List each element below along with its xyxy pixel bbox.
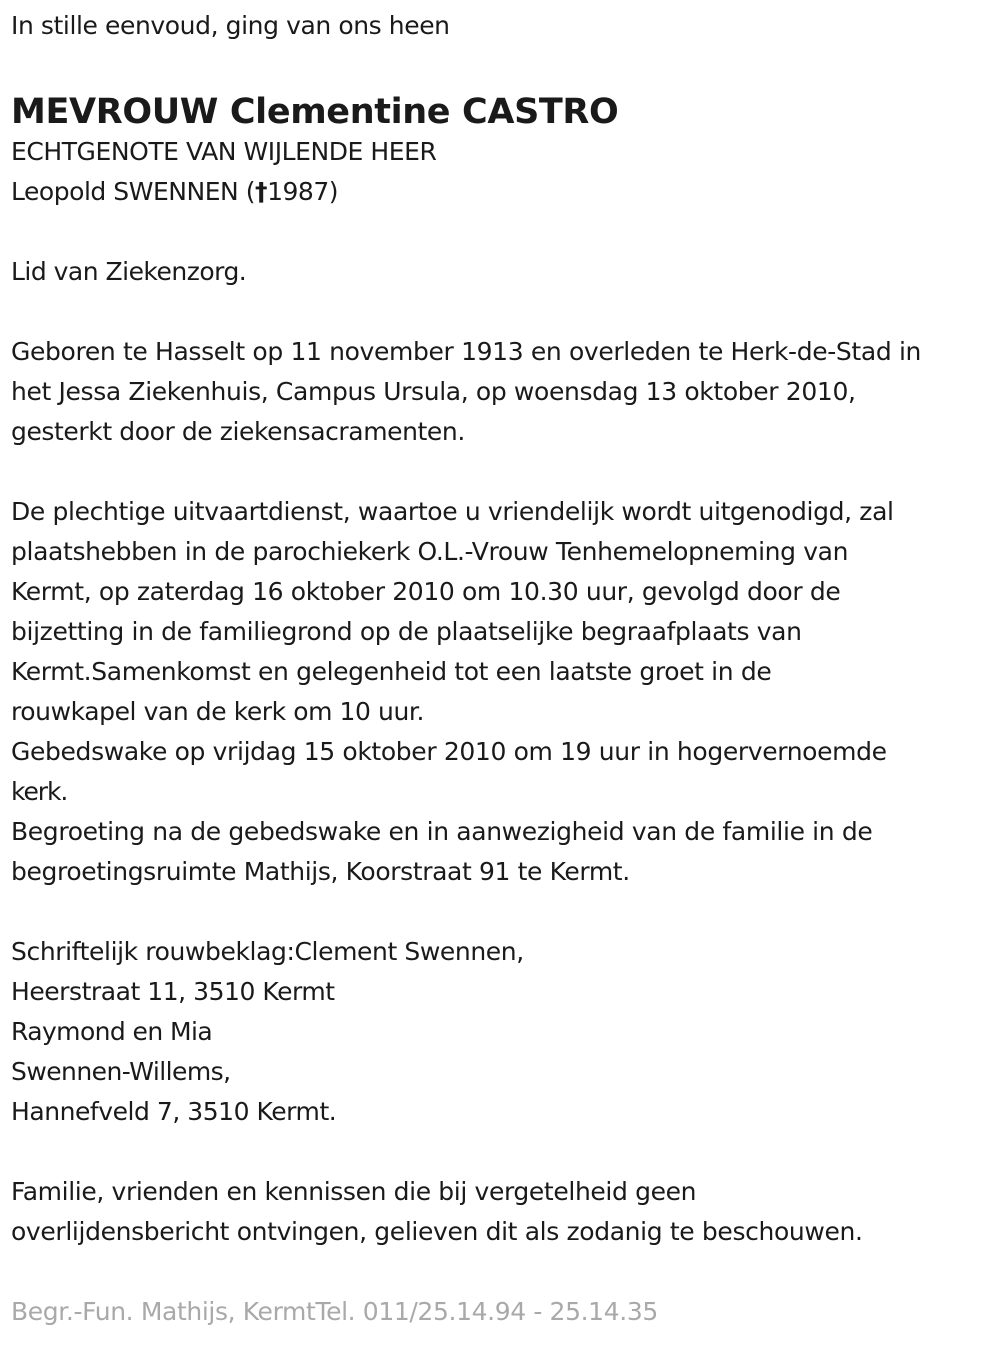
paragraph-line: gesterkt door de ziekensacramenten. [11, 417, 465, 446]
condolence-line: Hannefveld 7, 3510 Kermt. [11, 1097, 337, 1126]
paragraph-line: bijzetting in de familiegrond op de plaatselijke begraafplaats van [11, 617, 802, 646]
spacer [11, 1252, 995, 1292]
funeral-home-footer: Begr.-Fun. Mathijs, KermtTel. 011/25.14.94 - 25.14.35 [11, 1297, 658, 1326]
paragraph-line: Geboren te Hasselt op 11 november 1913 en overleden te Herk-de-Stad in [11, 337, 922, 366]
condolence-line: Swennen-Willems, [11, 1057, 231, 1086]
spouse-death-year: 1987) [267, 177, 339, 206]
condolence-line: Raymond en Mia [11, 1017, 213, 1046]
condolences-block [11, 932, 995, 1132]
spouse-name: Leopold SWENNEN ( [11, 177, 256, 206]
membership-text: Lid van Ziekenzorg. [11, 257, 247, 286]
spacer [11, 292, 995, 332]
paragraph-line: Kermt, op zaterdag 16 oktober 2010 om 10.30 uur, gevolgd door de [11, 577, 841, 606]
funeral-paragraph [11, 492, 995, 892]
birth-death-paragraph [11, 332, 995, 452]
paragraph-line: plaatshebben in de parochiekerk O.L.-Vrouw Tenhemelopneming van [11, 537, 849, 566]
paragraph-line: overlijdensbericht ontvingen, gelieven dit als zodanig te beschouwen. [11, 1217, 863, 1246]
condolence-line: Heerstraat 11, 3510 Kermt [11, 977, 335, 1006]
spacer [11, 452, 995, 492]
notice-paragraph [11, 1172, 995, 1252]
obituary-document [11, 0, 995, 1332]
spouse-line-2 [11, 172, 995, 212]
condolence-line: Schriftelijk rouwbeklag:Clement Swennen, [11, 937, 524, 966]
spacer [11, 1132, 995, 1172]
intro-text: In stille eenvoud, ging van ons heen [11, 11, 450, 40]
paragraph-line: Familie, vrienden en kennissen die bij vergetelheid geen [11, 1177, 697, 1206]
deceased-name: MEVROUW Clementine CASTRO [11, 92, 619, 132]
paragraph-line: rouwkapel van de kerk om 10 uur. [11, 697, 424, 726]
paragraph-line: kerk. [11, 777, 68, 806]
paragraph-line: Gebedswake op vrijdag 15 oktober 2010 om 19 uur in hogervernoemde [11, 737, 887, 766]
spacer [11, 892, 995, 932]
paragraph-line: begroetingsruimte Mathijs, Koorstraat 91 te Kermt. [11, 857, 630, 886]
spacer [11, 212, 995, 252]
paragraph-line: het Jessa Ziekenhuis, Campus Ursula, op woensdag 13 oktober 2010, [11, 377, 856, 406]
spouse-line-1: ECHTGENOTE VAN WIJLENDE HEER [11, 137, 437, 166]
paragraph-line: Begroeting na de gebedswake en in aanwezigheid van de familie in de [11, 817, 873, 846]
cross-icon: † [255, 177, 268, 206]
paragraph-line: Kermt.Samenkomst en gelegenheid tot een laatste groet in de [11, 657, 772, 686]
paragraph-line: De plechtige uitvaartdienst, waartoe u vriendelijk wordt uitgenodigd, zal [11, 497, 894, 526]
